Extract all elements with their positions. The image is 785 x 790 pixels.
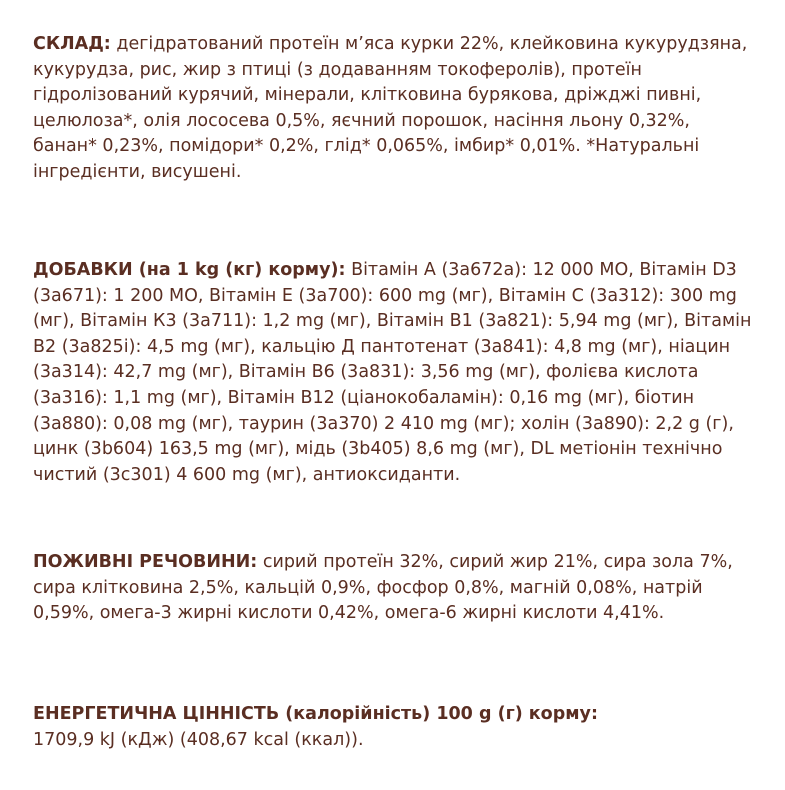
composition-heading: СКЛАД: [33,34,111,54]
energy-section [33,702,759,753]
additives-text: Вітамін А (3а672а): 12 000 МО, Вітамін D3 (3а671): 1 200 МО, Вітамін Е (3а700): 600 mg (мг), Вітамін С (3а312): 300 mg (мг), Вітамін К3 (3а711): 1,2 mg (мг), Вітамін В1 (3а821): 5,94 mg (мг), Вітамін В2 (3а825і): 4,5 mg (мг), кальцію Д пантотенат (3а841): 4,8 mg (мг), ніацин (3а314): 42,7 mg (мг), Вітамін В6 (3а831): 3,56 mg (мг), фолієва кислота (3а316): 1,1 mg (мг), Вітамін В12 (ціанокобаламін): 0,16 mg (мг), біотин (3а880): 0,08 mg (мг), таурин (3а370) 2 410 mg (мг); холін (3а890): 2,2 g (г), цинк (3b604) 163,5 mg (мг), мідь (3b405) 8,6 mg (мг), DL метіонін технічно чистий (3с301) 4 600 mg (мг), антиоксиданти. [33,260,752,485]
energy-text: 1709,9 kJ (кДж) (408,67 kcal (ккал)). [33,729,364,750]
additives-section [33,258,759,488]
nutrients-section [33,550,759,627]
nutrients-heading: ПОЖИВНІ РЕЧОВИНИ: [33,552,258,572]
energy-heading: ЕНЕРГЕТИЧНА ЦІННІСТЬ (калорійність) 100 g (г) корму: [33,704,598,724]
composition-text: дегідратований протеїн м’яса курки 22%, клейковина кукурудзяна, кукурудза, рис, жир з птиці (з додаванням токоферолів), протеїн гідролізований курячий, мінерали, клітковина бурякова, дріжджі пивні, целюлоза*, олія лососева 0,5%, яєчний порошок, насіння льону 0,32%, банан* 0,23%, помідори* 0,2%, глід* 0,065%, імбир* 0,01%. *Натуральні інгредієнти, висушені. [33,34,748,182]
additives-heading: ДОБАВКИ (на 1 kg (кг) корму): [33,260,346,280]
nutrients-text: сирий протеїн 32%, сирий жир 21%, сира зола 7%, сира клітковина 2,5%, кальцій 0,9%, фосфор 0,8%, магній 0,08%, натрій 0,59%, омега-3 жирні кислоти 0,42%, омега-6 жирні кислоти 4,41%. [33,552,733,624]
composition-section [33,32,759,186]
